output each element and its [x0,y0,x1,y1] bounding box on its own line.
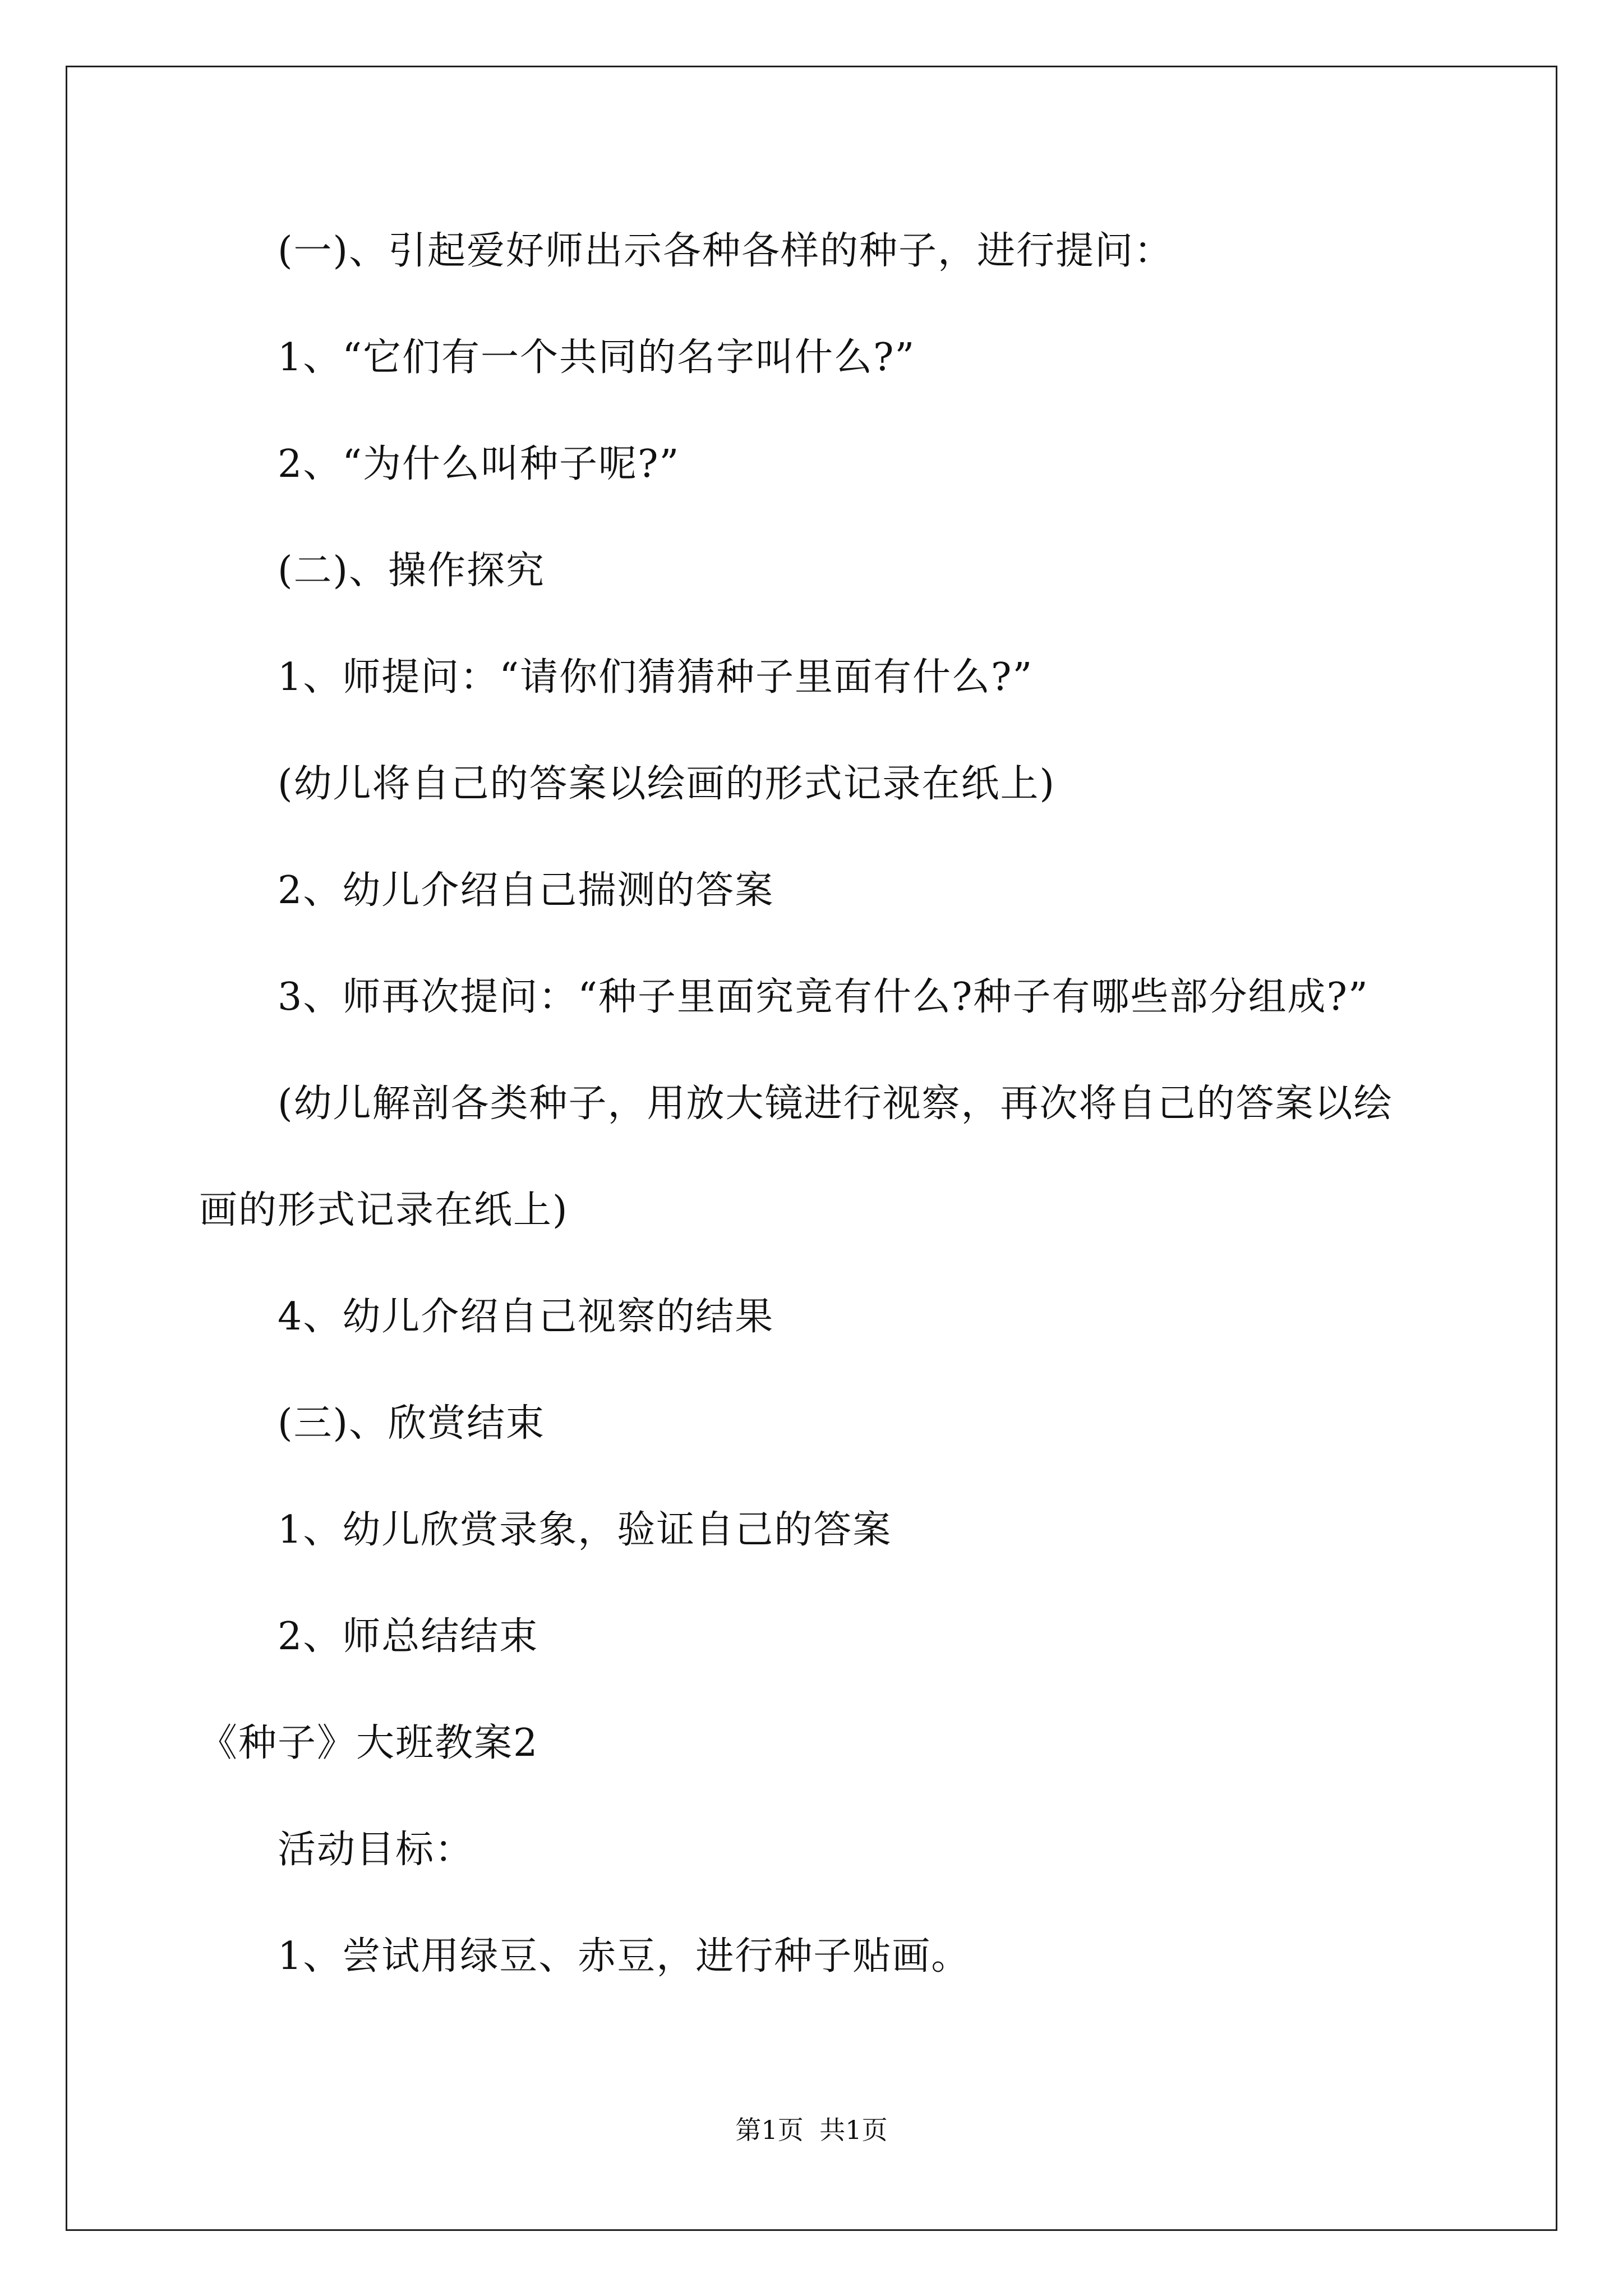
paragraph: 1、“它们有一个共同的名字叫什么?” [278,335,916,380]
paragraph: 1、师提问：“请你们猜猜种子里面有什么?” [278,655,1034,700]
section-heading: 活动目标： [278,1828,474,1872]
paragraph-continued: 画的形式记录在纸上) [199,1188,569,1232]
paragraph: 3、师再次提问：“种子里面究竟有什么?种子有哪些部分组成?” [278,975,1369,1019]
document-title: 《种子》大班教案2 [199,1721,539,1765]
paragraph: 1、幼儿欣赏录象，验证自己的答案 [278,1508,892,1552]
section-heading-1: (一)、引起爱好师出示各种各样的种子，进行提问： [278,229,1174,273]
page-border [66,66,1557,2231]
paragraph: (幼儿解剖各类种子，用放大镜进行视察，再次将自己的答案以绘 [278,1082,1393,1126]
page-footer: 第1页 共1页 [735,2115,888,2145]
paragraph: 2、幼儿介绍自己揣测的答案 [278,868,774,913]
paragraph: 2、师总结结束 [278,1614,539,1659]
paragraph: 1、尝试用绿豆、赤豆，进行种子贴画。 [278,1934,971,1978]
section-heading-2: (二)、操作探究 [278,549,546,593]
paragraph: 4、幼儿介绍自己视察的结果 [278,1295,774,1339]
paragraph: (幼儿将自己的答案以绘画的形式记录在纸上) [278,762,1056,806]
paragraph: 2、“为什么叫种子呢?” [278,442,680,486]
section-heading-3: (三)、欣赏结束 [278,1401,546,1446]
